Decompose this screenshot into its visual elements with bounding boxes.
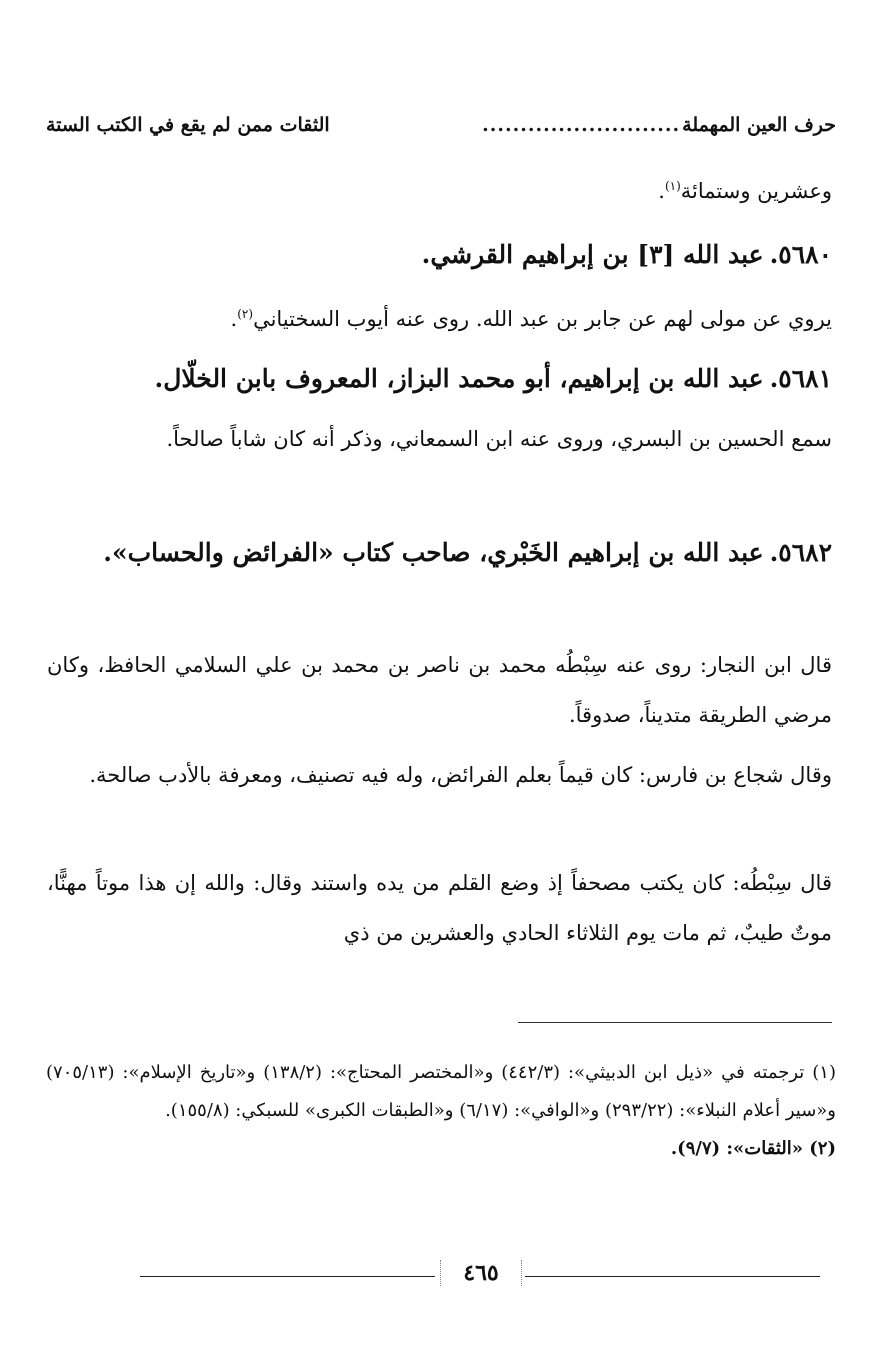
- entry-title: عبد الله بن إبراهيم الخَبْري، صاحب كتاب «الفرائض والحساب».: [103, 538, 764, 567]
- entry-number: ٥٦٨٢.: [769, 538, 832, 567]
- footnote-separator: [518, 1022, 832, 1023]
- footnote-1: (١) ترجمته في «ذيل ابن الدبيثي»: (٤٤٢/٣) و«المختصر المحتاج»: (١٣٨/٢) و«تاريخ الإسلام»: (٧٠٥/١٣) و«سير أعلام النبلاء»: (٢٩٣/٢٢) و«الوافي»: (٦/١٧) و«الطبقات الكبرى» للسبكي: (١٥٥/٨).: [46, 1062, 836, 1121]
- page-number: ٤٦٥: [440, 1260, 522, 1286]
- entry-paragraph: سمع الحسين بن البسري، وروى عنه ابن السمعاني، وذكر أنه كان شاباً صالحاً.: [166, 427, 832, 451]
- entry-heading-5681: [47, 350, 832, 408]
- footnotes: [46, 1054, 836, 1168]
- entry-heading-5680: [47, 226, 832, 284]
- entry-paragraph: قال ابن النجار: روى عنه سِبْطُه محمد بن ناصر بن محمد بن علي السلامي الحافظ، وكان مرضي الطريقة متديناً، صدوقاً.: [47, 653, 832, 727]
- entry-heading-5682: [47, 524, 832, 582]
- book-title: الثقات ممن لم يقع في الكتب الستة: [46, 114, 330, 136]
- entry-paragraph: وقال شجاع بن فارس: كان قيماً بعلم الفرائض، وله فيه تصنيف، ومعرفة بالأدب صالحة.: [89, 763, 832, 787]
- footnote-ref: (٢): [237, 307, 254, 321]
- continuation-text: وعشرين وستمائة$^{(١)}$.: [658, 179, 832, 203]
- entry-title: عبد الله [٣] بن إبراهيم القرشي.: [421, 240, 764, 269]
- footnote-2: (٢) «الثقات»: (٩/٧).: [670, 1138, 836, 1159]
- footer-rule-left: [140, 1276, 435, 1277]
- header-dot-leader: ..........................: [482, 114, 681, 136]
- entry-number: ٥٦٨١.: [769, 364, 832, 393]
- running-header: [46, 114, 836, 136]
- entry-paragraph: قال سِبْطُه: كان يكتب مصحفاً إذ وضع القلم من يده واستند وقال: والله إن هذا موتاً مهنًّا، موتٌ طيبٌ، ثم مات يوم الثلاثاء الحادي والعشرين من ذي: [47, 871, 832, 945]
- footnote-ref: (١): [664, 179, 681, 193]
- page-footer: [140, 1262, 820, 1292]
- footer-rule-right: [525, 1276, 820, 1277]
- entry-title: عبد الله بن إبراهيم، أبو محمد البزاز، المعروف بابن الخلّال.: [154, 364, 764, 393]
- chapter-title: حرف العين المهملة: [682, 114, 836, 136]
- entry-number: ٥٦٨٠.: [769, 240, 832, 269]
- entry-paragraph: يروي عن مولى لهم عن جابر بن عبد الله. روى عنه أيوب السختياني$^{(٢)}$.: [230, 307, 832, 331]
